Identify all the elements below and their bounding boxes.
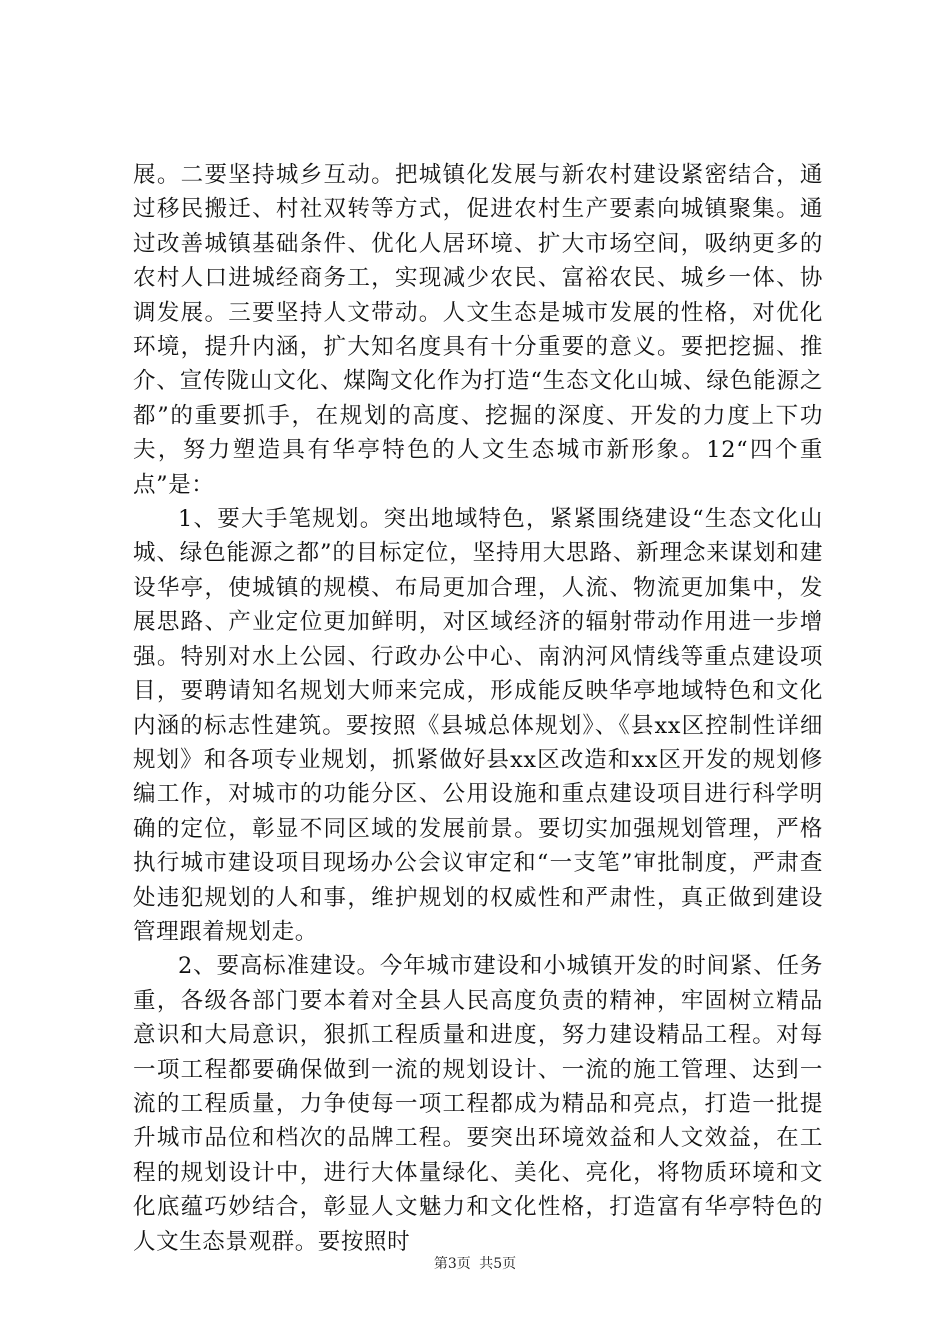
paragraph-2: 1、要大手笔规划。突出地域特色，紧紧围绕建设“生态文化山城、绿色能源之都”的目标定位，坚持用大思路、新理念来谋划和建设华亭，使城镇的规模、布局更加合理，人流、物流更加集中，发展思路、产业定位更加鲜明，对区域经济的辐射带动作用进一步增强。特别对水上公园、行政办公中心、南汭河风情线等重点建设项目，要聘请知名规划大师来完成，形成能反映华亭地域特色和文化内涵的标志性建筑。要按照《县城总体规划》、《县xx区控制性详细规划》和各项专业规划，抓紧做好县xx区改造和xx区开发的规划修编工作，对城市的功能分区、公用设施和重点建设项目进行科学明确的定位，彰显不同区域的发展前景。要切实加强规划管理，严格执行城市建设项目现场办公会议审定和“一支笔”审批制度，严肃查处违犯规划的人和事，维护规划的权威性和严肃性，真正做到建设管理跟着规划走。 [133,506,823,945]
paragraph-1: 展。二要坚持城乡互动。把城镇化发展与新农村建设紧密结合，通过移民搬迁、村社双转等方式，促进农村生产要素向城镇聚集。通过改善城镇基础条件、优化人居环境、扩大市场空间，吸纳更多的农村人口进城经商务工，实现减少农民、富裕农民、城乡一体、协调发展。三要坚持人文带动。人文生态是城市发展的性格，对优化环境，提升内涵，扩大知名度具有十分重要的意义。要把挖掘、推介、宣传陇山文化、煤陶文化作为打造“生态文化山城、绿色能源之都”的重要抓手，在规划的高度、挖掘的深度、开发的力度上下功夫，努力塑造具有华亭特色的人文生态城市新形象。12“四个重点”是： [133,162,823,498]
page-footer [0,1253,950,1273]
page-number-total: 共5页 [479,1256,517,1272]
paragraph-3: 2、要高标准建设。今年城市建设和小城镇开发的时间紧、任务重，各级各部门要本着对全县人民高度负责的精神，牢固树立精品意识和大局意识，狠抓工程质量和进度，努力建设精品工程。对每一项工程都要确保做到一流的规划设计、一流的施工管理、达到一流的工程质量，力争使每一项工程都成为精品和亮点，打造一批提升城市品位和档次的品牌工程。要突出环境效益和人文效益，在工程的规划设计中，进行大体量绿化、美化、亮化，将物质环境和文化底蕴巧妙结合，彰显人文魅力和文化性格，打造富有华亭特色的人文生态景观群。要按照时 [133,953,823,1255]
page-number-current: 第3页 [433,1256,471,1272]
body-text [133,158,823,1259]
